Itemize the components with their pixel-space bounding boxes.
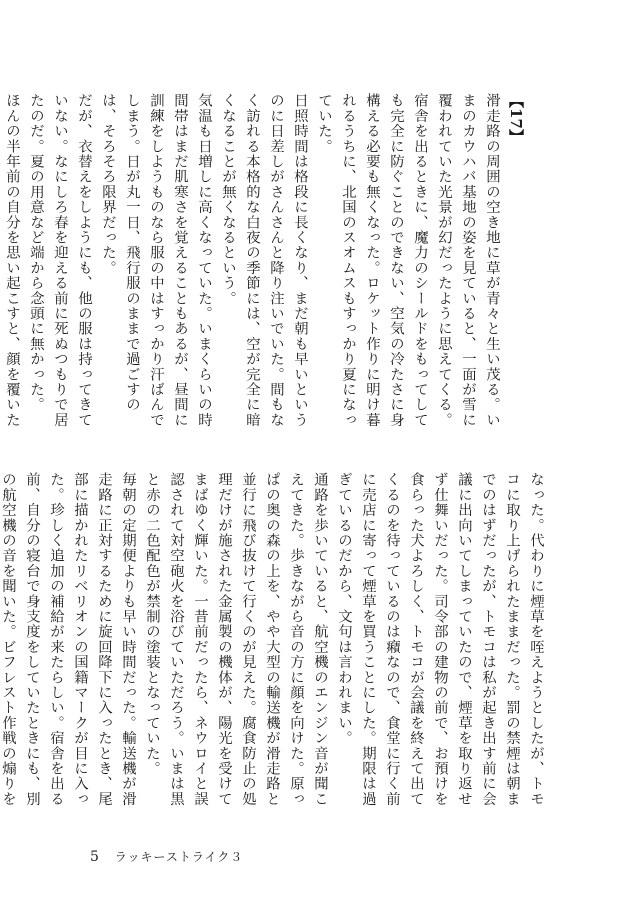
page-footer (90, 848, 243, 865)
page-number: 5 (90, 849, 100, 865)
text-column-top (4, 93, 504, 438)
chapter-heading: 【17】 (507, 93, 525, 144)
paragraph: だが、衣替えをしようにも、他の服は持ってきていない。なにしろ春を迎える前に死ぬつもりで居たのだ。夏の用意など端から念頭に無かった。 (28, 93, 92, 428)
paragraph: 気温も日増しに高くなっていた。いまくらいの時間帯はまだ肌寒さを覚えることもあるが、昼間に訓練をしようものなら服の中はすっかり汗ばんでしまう。日が丸一日、飛行服のままで過ごすのは、そろそろ限界だった。 (100, 93, 212, 428)
paragraph: 通路を歩いていると、航空機のエンジン音が聞こえてきた。歩きながら音の方に顔を向けた。原っぱの奥の森の上を、やや大型の輸送機が滑走路と並行に飛び抜けて行くのが見えた。腐食防止の処理だけが施された金属製の機体が、陽光を受けてまばゆく輝いた。一昔前だったら、ネウロイと誤認されて対空砲火を浴びていただろう。いまは黒と赤の二色配色が禁制の塗装となっていた。 (144, 472, 328, 807)
paragraph: ほんの半年前の自分を思い起こすと、顔を覆いた (4, 93, 20, 428)
text-column-bottom (0, 472, 548, 817)
paragraph: 日照時間は格段に長くなり、まだ朝も早いというのに日差しがさんさんと降り注いでいた。間もなく訪れる本格的な白夜の季節には、空が完全に暗くなることが無くなるという。 (220, 93, 308, 428)
paragraph: なった。代わりに煙草を咥えようとしたが、トモコに取り上げられたままだった。罰の禁煙は朝までのはずだったが、トモコは私が起き出す前に会議に出向いてしまっていたので、煙草を取り返せず仕舞いだった。司令部の建物の前で、お預けを食らった犬よろしく、トモコが会議を終えて出てくるのを待っているのは癪なので、食堂に行く前に売店に寄って煙草を買うことにした。期限は過ぎているのだから、文句は言われまい。 (336, 472, 544, 807)
paragraph: 滑走路の周囲の空き地に草が青々と生い茂る。いまのカウハバ基地の姿を見ていると、一面が雪に覆われていた光景が幻だったように思えてくる。宿舎を出るときに、魔力のシールドをもってしても完全に防ぐことのできない、空気の冷たさに身構える必要も無くなった。ロケット作りに明け暮れるうちに、北国のスオムスもすっかり夏になっていた。 (316, 93, 500, 428)
paragraph: 毎朝の定期便よりも早い時間だった。輸送機が滑走路に正対するために旋回降下に入ったとき、尾部に描かれたリベリオンの国籍マークが目に入った。珍しく追加の補給が来たらしい。宿舎を出る前、自分の寝台で身支度をしていたときにも、別の航空機の音を聞いた。ビフレスト作戦の煽りを (0, 472, 136, 807)
running-title: ラッキーストライク３ (114, 850, 244, 864)
